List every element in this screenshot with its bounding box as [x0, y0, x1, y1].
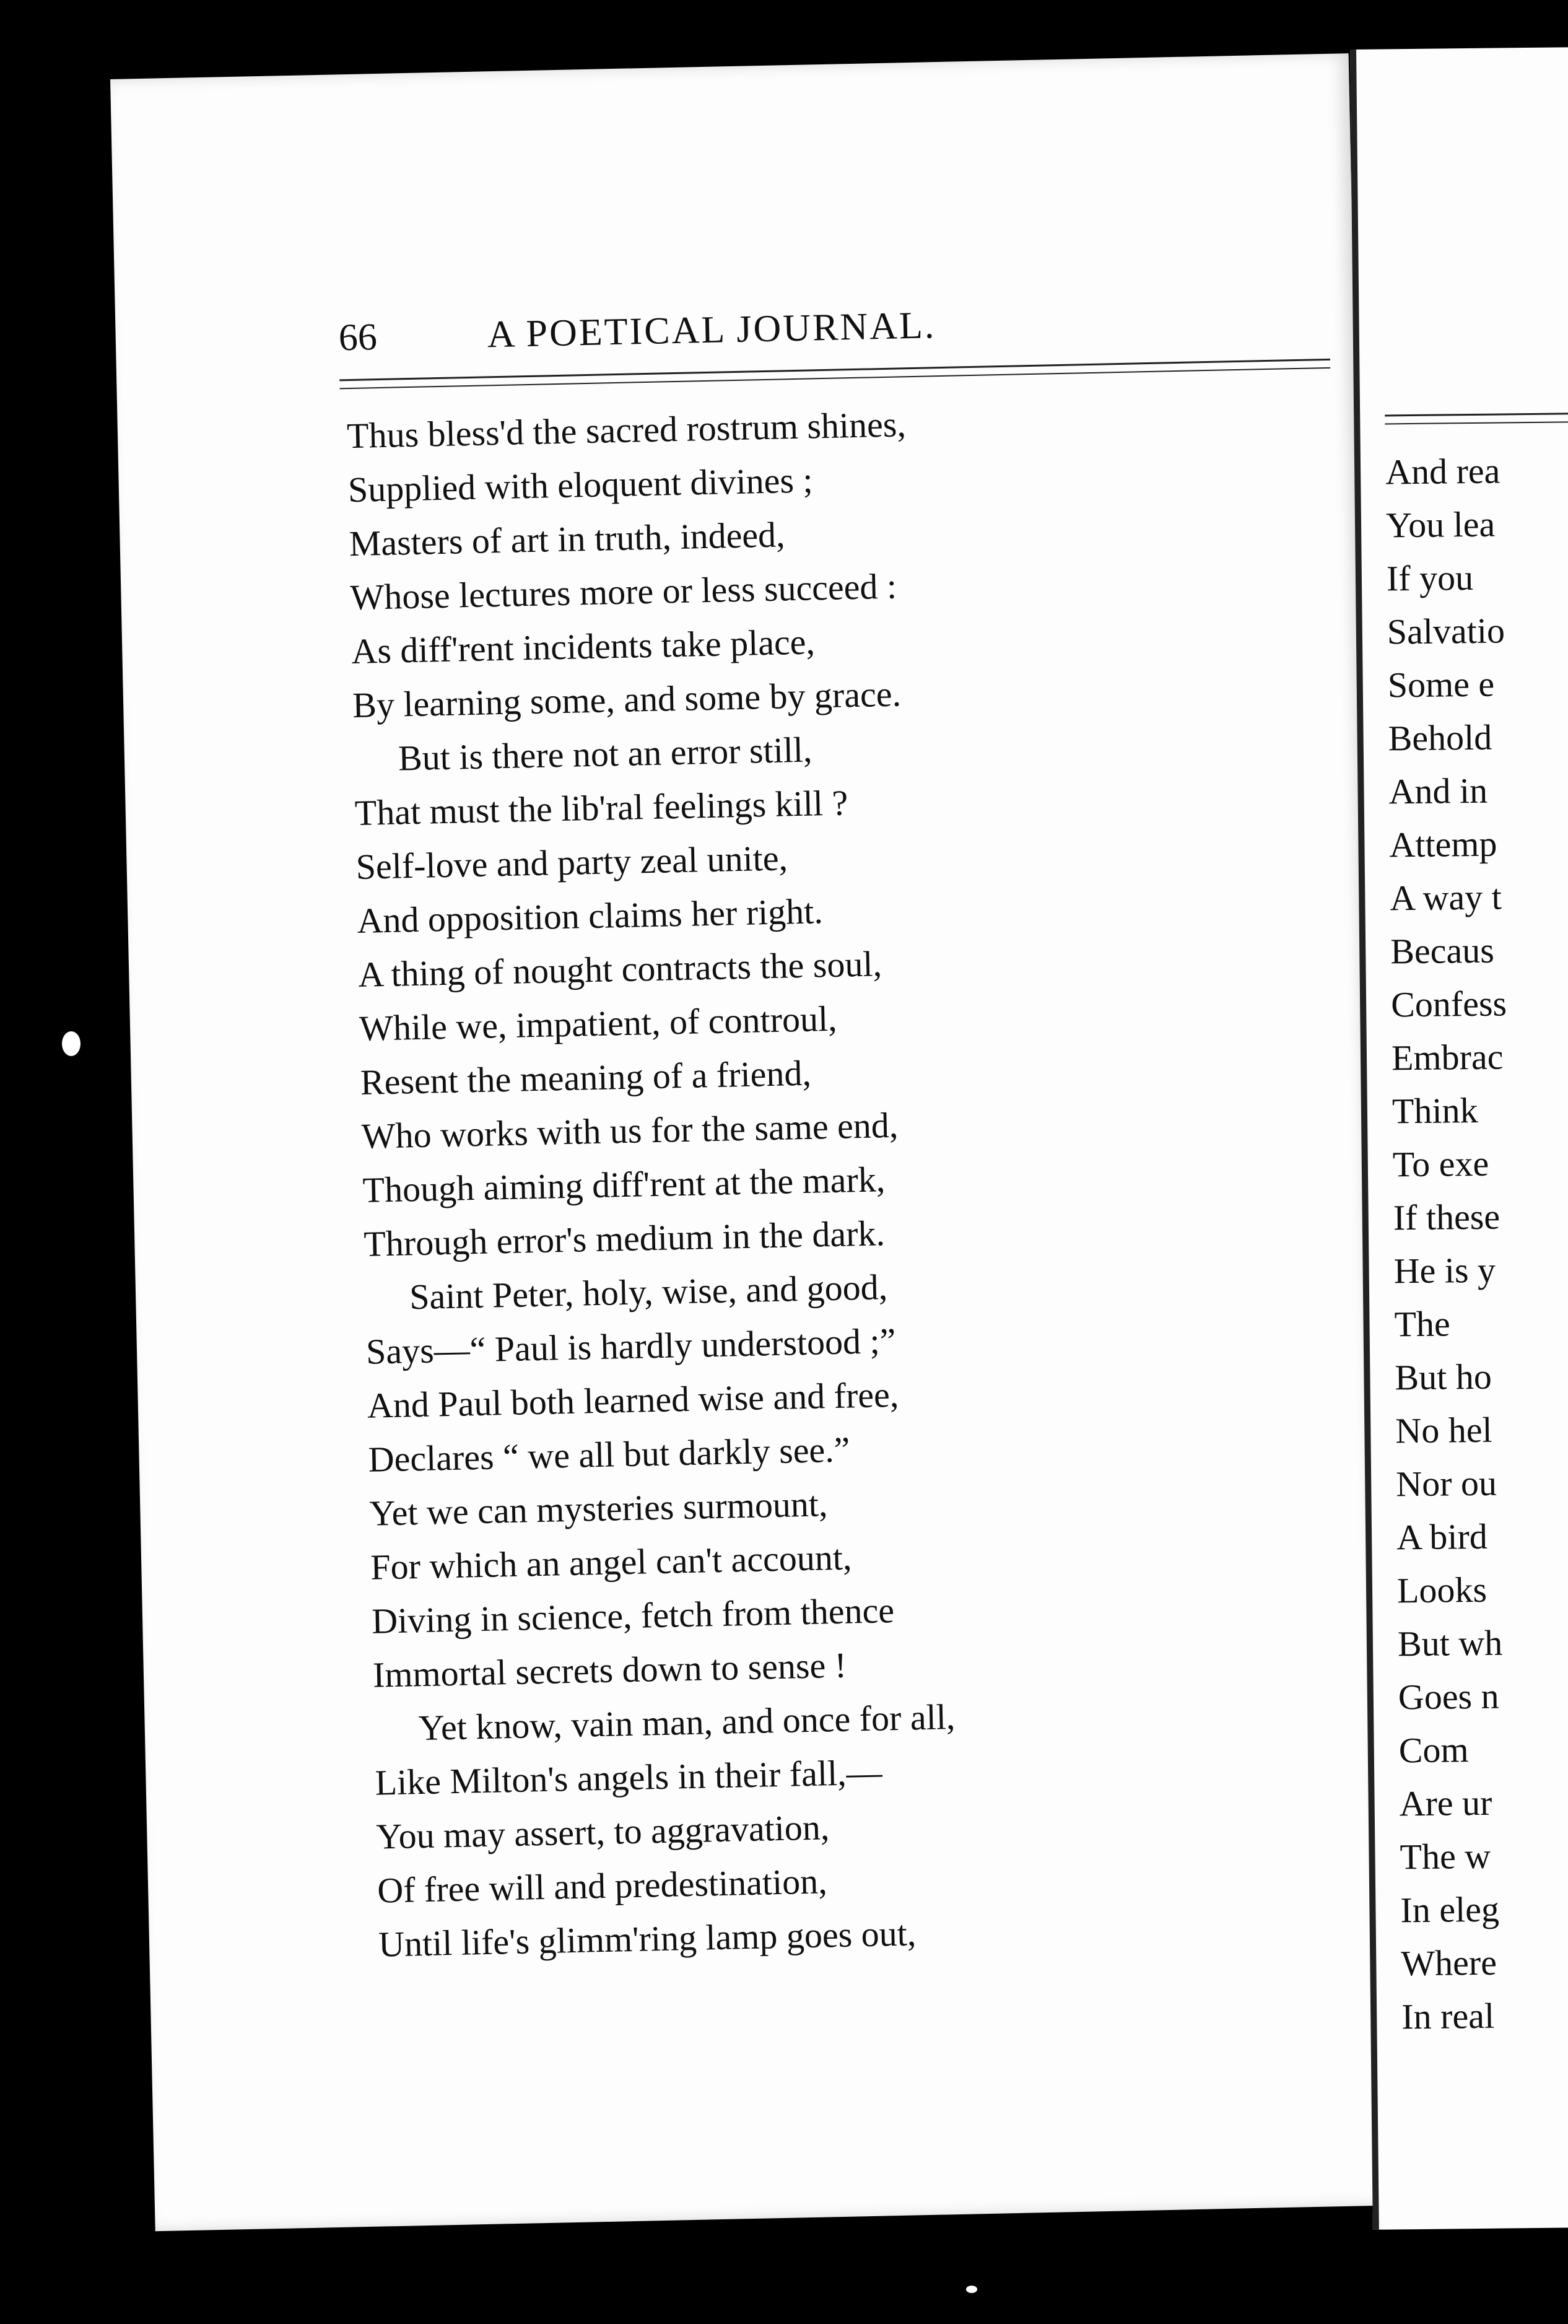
- poem-line: Self-love and party zeal unite,: [355, 837, 788, 887]
- left-page: [110, 53, 1393, 2231]
- poem-line: You may assert, to aggravation,: [375, 1807, 830, 1857]
- right-page-line: If you: [1386, 557, 1474, 599]
- poem-text: [346, 396, 960, 1971]
- right-page-line: And rea: [1385, 450, 1500, 492]
- right-page-line: Looks: [1396, 1569, 1487, 1611]
- right-page-line: The: [1394, 1303, 1451, 1345]
- right-page-line: In eleg: [1400, 1889, 1500, 1931]
- right-page-line: Attemp: [1389, 823, 1497, 865]
- poem-line: Whose lectures more or less succeed :: [349, 566, 897, 618]
- poem-line: But is there not an error still,: [398, 729, 813, 779]
- right-page-line: No hel: [1395, 1409, 1492, 1451]
- poem-line: Says—“ Paul is hardly understood ;”: [365, 1320, 896, 1372]
- right-page-line: Are ur: [1399, 1782, 1492, 1824]
- poem-line: Yet know, vain man, and once for all,: [418, 1697, 956, 1749]
- poem-line: Through error's medium in the dark.: [363, 1213, 886, 1264]
- right-page-line: Confess: [1390, 983, 1507, 1025]
- right-page-line: A bird: [1396, 1516, 1488, 1558]
- right-page-line: Com: [1398, 1729, 1469, 1771]
- right-page-line: In real: [1401, 1995, 1495, 2037]
- right-head-rule: [1385, 412, 1568, 416]
- poem-line: Though aiming diff'rent at the mark,: [362, 1159, 886, 1210]
- poem-line: Who works with us for the same end,: [361, 1104, 899, 1156]
- poem-line: Of free will and predestination,: [377, 1861, 828, 1911]
- right-page-line: Some e: [1387, 663, 1495, 706]
- right-page-line: And in: [1388, 770, 1488, 812]
- right-page-line: But wh: [1397, 1622, 1503, 1664]
- poem-line: As diff'rent incidents take place,: [351, 621, 816, 672]
- poem-line: And Paul both learned wise and free,: [367, 1374, 899, 1426]
- right-page: [1350, 46, 1568, 2229]
- poem-line: And opposition claims her right.: [356, 891, 824, 941]
- right-page-line: Behold: [1388, 717, 1492, 759]
- right-page-line: A way t: [1390, 876, 1502, 919]
- poem-line: Immortal secrets down to sense !: [372, 1645, 847, 1695]
- poem-line: Masters of art in truth, indeed,: [349, 514, 786, 564]
- poem-line: Like Milton's angels in their fall,—: [375, 1752, 883, 1803]
- poem-line: That must the lib'ral feelings kill ?: [354, 782, 848, 833]
- right-page-line: But ho: [1395, 1356, 1492, 1398]
- margin-speck: [62, 1031, 81, 1056]
- poem-line: By learning some, and some by grace.: [352, 673, 902, 726]
- right-page-line: Goes n: [1398, 1675, 1499, 1718]
- right-page-line: If these: [1393, 1196, 1500, 1238]
- page-number: 66: [338, 316, 378, 359]
- poem-line: Yet we can mysteries surmount,: [368, 1483, 829, 1534]
- running-head-title: A POETICAL JOURNAL.: [487, 304, 936, 356]
- poem-line: Diving in science, fetch from thence: [371, 1590, 895, 1641]
- right-page-line: Becaus: [1390, 930, 1495, 972]
- poem-line: Saint Peter, holy, wise, and good,: [409, 1267, 888, 1317]
- poem-line: Resent the meaning of a friend,: [360, 1052, 812, 1103]
- right-page-line: Salvatio: [1387, 610, 1505, 652]
- right-page-line: The w: [1400, 1835, 1491, 1877]
- running-head: [338, 295, 1342, 365]
- poem-line: While we, impatient, of controul,: [359, 998, 838, 1049]
- right-page-line: To exe: [1392, 1143, 1489, 1185]
- right-page-line: Nor ou: [1395, 1462, 1497, 1505]
- right-page-line: He is y: [1393, 1249, 1496, 1291]
- margin-speck: [966, 2286, 977, 2293]
- right-page-line: Embrac: [1391, 1036, 1504, 1078]
- right-head-rule-thin: [1385, 421, 1568, 424]
- poem-line: Until life's glimm'ring lamp goes out,: [378, 1913, 917, 1965]
- poem-line: Supplied with eloquent divines ;: [347, 460, 814, 510]
- poem-line: Declares “ we all but darkly see.”: [368, 1429, 851, 1480]
- right-page-line: You lea: [1385, 504, 1496, 546]
- poem-line: Thus bless'd the sacred rostrum shines,: [346, 404, 907, 456]
- right-page-line: Think: [1392, 1090, 1478, 1132]
- right-page-line: Where: [1401, 1942, 1497, 1984]
- right-page-text: [1385, 444, 1520, 2043]
- poem-line: A thing of nought contracts the soul,: [357, 943, 882, 995]
- poem-line: For which an angel can't account,: [370, 1537, 852, 1588]
